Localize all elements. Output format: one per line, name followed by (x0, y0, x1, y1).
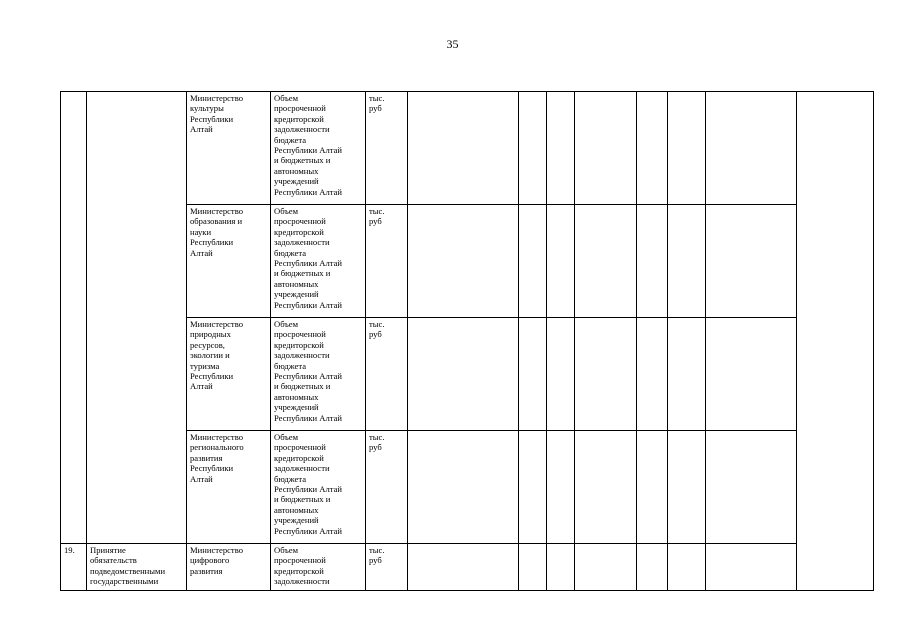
value-cell (408, 205, 519, 318)
indicator-cell: Объем просроченной кредиторской задолженности бюджета Республики Алтай и бюджетных и автономных учреждений Республики Алтай (271, 92, 366, 205)
value-cell (637, 431, 668, 544)
merged-value-cell (797, 92, 874, 591)
table-row (61, 92, 874, 205)
value-cell (637, 92, 668, 205)
value-cell (547, 92, 575, 205)
value-cell (519, 205, 547, 318)
unit-cell: тыс. руб (366, 318, 408, 431)
value-cell (668, 431, 706, 544)
value-cell (668, 544, 706, 591)
value-cell (575, 431, 637, 544)
value-cell (547, 431, 575, 544)
value-cell (575, 318, 637, 431)
indicator-cell: Объем просроченной кредиторской задолженности бюджета Республики Алтай и бюджетных и автономных учреждений Республики Алтай (271, 318, 366, 431)
value-cell (519, 92, 547, 205)
value-cell (706, 318, 797, 431)
value-cell (408, 318, 519, 431)
value-cell (575, 544, 637, 591)
value-cell (519, 318, 547, 431)
value-cell (706, 431, 797, 544)
unit-cell: тыс. руб (366, 205, 408, 318)
value-cell (519, 431, 547, 544)
value-cell (706, 205, 797, 318)
value-cell (408, 544, 519, 591)
value-cell (668, 318, 706, 431)
value-cell (575, 92, 637, 205)
value-cell (706, 92, 797, 205)
value-cell (547, 205, 575, 318)
row-number-cell (61, 92, 87, 544)
row-number-cell: 19. (61, 544, 87, 591)
unit-cell: тыс. руб (366, 544, 408, 591)
indicator-cell: Объем просроченной кредиторской задолженности бюджета Республики Алтай и бюджетных и автономных учреждений Республики Алтай (271, 205, 366, 318)
value-cell (706, 544, 797, 591)
value-cell (637, 205, 668, 318)
value-cell (637, 544, 668, 591)
indicator-cell: Объем просроченной кредиторской задолженности бюджета Республики Алтай и бюджетных и автономных учреждений Республики Алтай (271, 431, 366, 544)
measure-cell (87, 92, 187, 544)
value-cell (668, 92, 706, 205)
value-cell (575, 205, 637, 318)
unit-cell: тыс. руб (366, 92, 408, 205)
executor-cell: Министерство регионального развития Республики Алтай (187, 431, 271, 544)
indicators-table (60, 91, 874, 591)
unit-cell: тыс. руб (366, 431, 408, 544)
value-cell (519, 544, 547, 591)
value-cell (668, 205, 706, 318)
executor-cell: Министерство цифрового развития (187, 544, 271, 591)
value-cell (547, 318, 575, 431)
page-number: 35 (446, 37, 459, 51)
value-cell (547, 544, 575, 591)
measure-cell: Принятие обязательств подведомственными государственными (87, 544, 187, 591)
executor-cell: Министерство культуры Республики Алтай (187, 92, 271, 205)
value-cell (408, 92, 519, 205)
table-row (61, 544, 874, 591)
executor-cell: Министерство природных ресурсов, экологии и туризма Республики Алтай (187, 318, 271, 431)
value-cell (408, 431, 519, 544)
executor-cell: Министерство образования и науки Республики Алтай (187, 205, 271, 318)
indicator-cell: Объем просроченной кредиторской задолженности (271, 544, 366, 591)
value-cell (637, 318, 668, 431)
